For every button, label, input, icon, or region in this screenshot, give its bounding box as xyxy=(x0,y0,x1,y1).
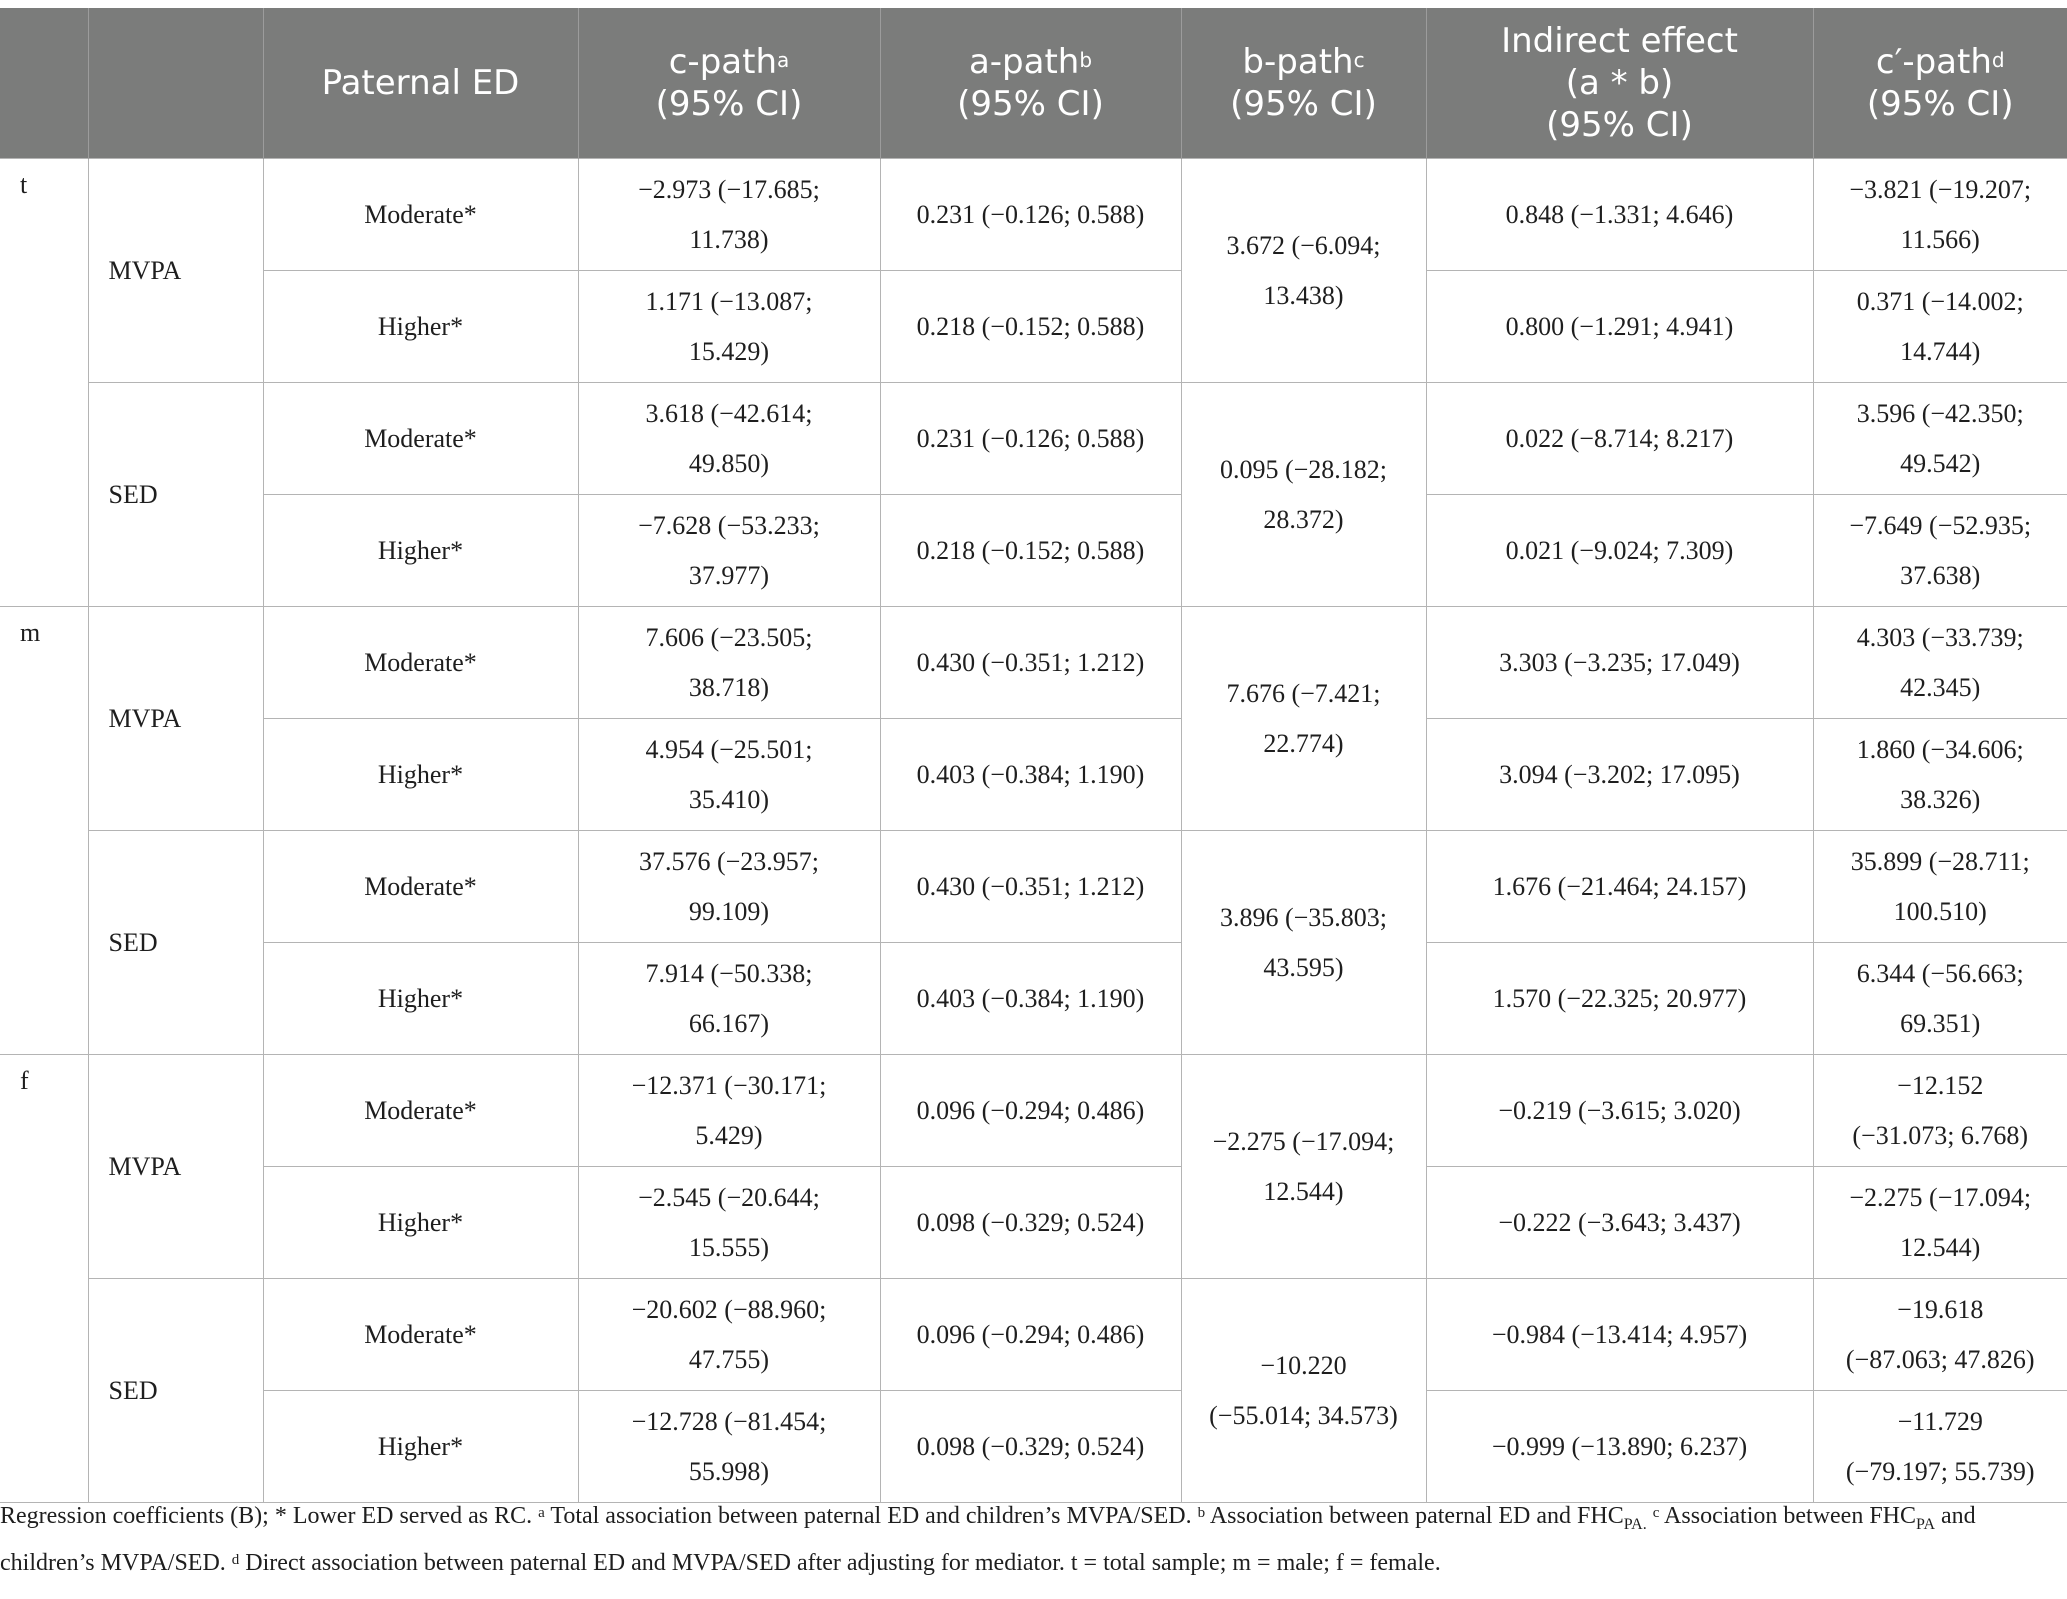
c-prime-path-cell: 4.303 (−33.739; 42.345) xyxy=(1813,607,2067,719)
c-prime-path-cell: 1.860 (−34.606; 38.326) xyxy=(1813,719,2067,831)
header-paternal-ed: Paternal ED xyxy=(263,8,578,159)
header-a-path: a-path$^b$ (95% CI) xyxy=(880,8,1181,159)
c-path-cell: 1.171 (−13.087; 15.429) xyxy=(578,271,880,383)
outcome-label: MVPA xyxy=(88,1055,263,1279)
indirect-effect-cell: 3.303 (−3.235; 17.049) xyxy=(1426,607,1813,719)
group-label: m xyxy=(0,607,88,1055)
header-outcome xyxy=(88,8,263,159)
paternal-ed-cell: Moderate* xyxy=(263,159,578,271)
b-path-cell: 3.896 (−35.803; 43.595) xyxy=(1181,831,1426,1055)
a-path-cell: 0.231 (−0.126; 0.588) xyxy=(880,159,1181,271)
c-prime-path-cell: 3.596 (−42.350; 49.542) xyxy=(1813,383,2067,495)
b-path-cell: −10.220 (−55.014; 34.573) xyxy=(1181,1279,1426,1503)
c-path-cell: −12.371 (−30.171; 5.429) xyxy=(578,1055,880,1167)
outcome-label: SED xyxy=(88,831,263,1055)
c-prime-path-cell: −19.618 (−87.063; 47.826) xyxy=(1813,1279,2067,1391)
c-path-cell: 4.954 (−25.501; 35.410) xyxy=(578,719,880,831)
c-prime-path-cell: 0.371 (−14.002; 14.744) xyxy=(1813,271,2067,383)
paternal-ed-cell: Higher* xyxy=(263,271,578,383)
indirect-effect-cell: 1.570 (−22.325; 20.977) xyxy=(1426,943,1813,1055)
header-indirect-effect: Indirect effect (a * b) (95% CI) xyxy=(1426,8,1813,159)
indirect-effect-cell: 0.848 (−1.331; 4.646) xyxy=(1426,159,1813,271)
a-path-cell: 0.218 (−0.152; 0.588) xyxy=(880,271,1181,383)
outcome-label: MVPA xyxy=(88,159,263,383)
a-path-cell: 0.430 (−0.351; 1.212) xyxy=(880,831,1181,943)
mediation-results-table xyxy=(0,8,2067,1503)
indirect-effect-cell: −0.219 (−3.615; 3.020) xyxy=(1426,1055,1813,1167)
table-row xyxy=(0,1167,2067,1279)
table-row xyxy=(0,831,2067,943)
outcome-label: SED xyxy=(88,383,263,607)
c-path-cell: −2.973 (−17.685; 11.738) xyxy=(578,159,880,271)
paternal-ed-cell: Moderate* xyxy=(263,1055,578,1167)
indirect-effect-cell: −0.222 (−3.643; 3.437) xyxy=(1426,1167,1813,1279)
paternal-ed-cell: Higher* xyxy=(263,495,578,607)
a-path-cell: 0.098 (−0.329; 0.524) xyxy=(880,1391,1181,1503)
c-path-cell: 3.618 (−42.614; 49.850) xyxy=(578,383,880,495)
paternal-ed-cell: Higher* xyxy=(263,1167,578,1279)
table-row xyxy=(0,719,2067,831)
table-footnote: Regression coefficients (B); * Lower ED served as RC. $^a$ Total association between paternal ED and children’s MVPA/SED. $^b$ Association between paternal ED and $FHC_{PA.}$ $^c$ Association between $FHC_{PA}$ and children’s MVPA/SED. $^d$ Direct association between paternal ED and MVPA/SED after adjusting for mediator. t = total sample; m = male; f = female. xyxy=(0,1503,1976,1576)
table-row xyxy=(0,383,2067,495)
table-row xyxy=(0,1391,2067,1503)
b-path-cell: 7.676 (−7.421; 22.774) xyxy=(1181,607,1426,831)
paternal-ed-cell: Moderate* xyxy=(263,831,578,943)
paternal-ed-cell: Higher* xyxy=(263,1391,578,1503)
indirect-effect-cell: 0.021 (−9.024; 7.309) xyxy=(1426,495,1813,607)
c-path-cell: 7.606 (−23.505; 38.718) xyxy=(578,607,880,719)
a-path-cell: 0.430 (−0.351; 1.212) xyxy=(880,607,1181,719)
c-path-cell: 37.576 (−23.957; 99.109) xyxy=(578,831,880,943)
c-path-cell: −20.602 (−88.960; 47.755) xyxy=(578,1279,880,1391)
outcome-label: SED xyxy=(88,1279,263,1503)
a-path-cell: 0.231 (−0.126; 0.588) xyxy=(880,383,1181,495)
table-row xyxy=(0,943,2067,1055)
header-c-path: c-path$^a$ (95% CI) xyxy=(578,8,880,159)
indirect-effect-cell: 3.094 (−3.202; 17.095) xyxy=(1426,719,1813,831)
table-row xyxy=(0,1055,2067,1167)
header-c-prime-path: c′-path$^d$ (95% CI) xyxy=(1813,8,2067,159)
paternal-ed-cell: Moderate* xyxy=(263,607,578,719)
table-row xyxy=(0,495,2067,607)
group-label: f xyxy=(0,1055,88,1503)
paternal-ed-cell: Higher* xyxy=(263,943,578,1055)
b-path-cell: −2.275 (−17.094; 12.544) xyxy=(1181,1055,1426,1279)
c-prime-path-cell: −7.649 (−52.935; 37.638) xyxy=(1813,495,2067,607)
c-prime-path-cell: −3.821 (−19.207; 11.566) xyxy=(1813,159,2067,271)
indirect-effect-cell: −0.999 (−13.890; 6.237) xyxy=(1426,1391,1813,1503)
table-row xyxy=(0,271,2067,383)
c-prime-path-cell: −2.275 (−17.094; 12.544) xyxy=(1813,1167,2067,1279)
a-path-cell: 0.098 (−0.329; 0.524) xyxy=(880,1167,1181,1279)
indirect-effect-cell: 1.676 (−21.464; 24.157) xyxy=(1426,831,1813,943)
c-path-cell: −7.628 (−53.233; 37.977) xyxy=(578,495,880,607)
header-row xyxy=(0,8,2067,159)
b-path-cell: 0.095 (−28.182; 28.372) xyxy=(1181,383,1426,607)
c-path-cell: −12.728 (−81.454; 55.998) xyxy=(578,1391,880,1503)
c-path-cell: 7.914 (−50.338; 66.167) xyxy=(578,943,880,1055)
paternal-ed-cell: Moderate* xyxy=(263,1279,578,1391)
paternal-ed-cell: Moderate* xyxy=(263,383,578,495)
c-path-cell: −2.545 (−20.644; 15.555) xyxy=(578,1167,880,1279)
a-path-cell: 0.403 (−0.384; 1.190) xyxy=(880,719,1181,831)
indirect-effect-cell: 0.800 (−1.291; 4.941) xyxy=(1426,271,1813,383)
group-label: t xyxy=(0,159,88,607)
table-row xyxy=(0,159,2067,271)
c-prime-path-cell: 35.899 (−28.711; 100.510) xyxy=(1813,831,2067,943)
a-path-cell: 0.096 (−0.294; 0.486) xyxy=(880,1279,1181,1391)
b-path-cell: 3.672 (−6.094; 13.438) xyxy=(1181,159,1426,383)
table-row xyxy=(0,1279,2067,1391)
c-prime-path-cell: −11.729 (−79.197; 55.739) xyxy=(1813,1391,2067,1503)
header-b-path: b-path$^c$ (95% CI) xyxy=(1181,8,1426,159)
a-path-cell: 0.218 (−0.152; 0.588) xyxy=(880,495,1181,607)
header-group xyxy=(0,8,88,159)
outcome-label: MVPA xyxy=(88,607,263,831)
indirect-effect-cell: 0.022 (−8.714; 8.217) xyxy=(1426,383,1813,495)
table-row xyxy=(0,607,2067,719)
c-prime-path-cell: −12.152 (−31.073; 6.768) xyxy=(1813,1055,2067,1167)
indirect-effect-cell: −0.984 (−13.414; 4.957) xyxy=(1426,1279,1813,1391)
paternal-ed-cell: Higher* xyxy=(263,719,578,831)
c-prime-path-cell: 6.344 (−56.663; 69.351) xyxy=(1813,943,2067,1055)
a-path-cell: 0.096 (−0.294; 0.486) xyxy=(880,1055,1181,1167)
a-path-cell: 0.403 (−0.384; 1.190) xyxy=(880,943,1181,1055)
